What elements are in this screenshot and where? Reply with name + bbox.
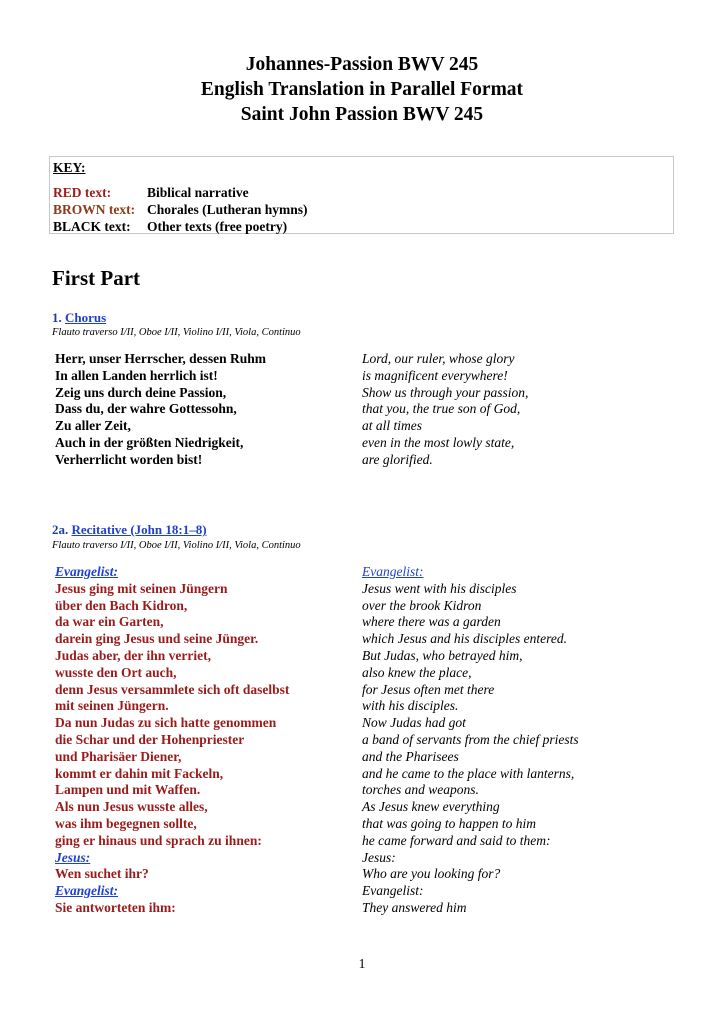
verse-line: But Judas, who betrayed him, xyxy=(362,647,523,663)
movement-2a-instruments: Flauto traverso I/II, Oboe I/II, Violino I/II, Viola, Continuo xyxy=(52,540,301,551)
color-key-box xyxy=(49,156,674,234)
movement-2a-english-text xyxy=(362,564,579,917)
verse-line: torches and weapons. xyxy=(362,782,479,798)
verse-line: As Jesus knew everything xyxy=(362,799,500,815)
key-row-red xyxy=(53,185,249,201)
movement-number: 1. xyxy=(52,310,62,325)
verse-line: Als nun Jesus wusste alles, xyxy=(55,799,208,815)
verse-line: Auch in der größten Niedrigkeit, xyxy=(55,434,244,450)
movement-1-english-text xyxy=(362,351,528,469)
verse-line: und Pharisäer Diener, xyxy=(55,748,182,764)
verse-line: die Schar und der Hohenpriester xyxy=(55,731,245,747)
page-number: 1 xyxy=(358,956,366,971)
verse-line: Jesus ging mit seinen Jüngern xyxy=(55,580,228,596)
verse-line: denn Jesus versammlete sich oft daselbst xyxy=(55,681,290,697)
key-description: Other texts (free poetry) xyxy=(147,219,288,234)
key-description: Biblical narrative xyxy=(147,185,249,200)
speaker-label[interactable]: Evangelist: xyxy=(362,564,424,579)
movement-1-link[interactable]: Chorus xyxy=(65,310,107,325)
key-heading: KEY: xyxy=(53,160,86,175)
verse-line: Verherrlicht worden bist! xyxy=(55,451,203,467)
verse-line: Jesus: xyxy=(362,849,396,865)
verse-line: Who are you looking for? xyxy=(362,866,501,882)
movement-1-german-text xyxy=(55,351,266,469)
verse-line: Herr, unser Herrscher, dessen Ruhm xyxy=(55,351,266,366)
verse-line: with his disciples. xyxy=(362,698,459,714)
verse-line: which Jesus and his disciples entered. xyxy=(362,631,567,647)
verse-line: over the brook Kidron xyxy=(362,597,482,613)
key-label: BLACK text: xyxy=(53,219,131,234)
verse-line: Wen suchet ihr? xyxy=(55,866,149,882)
verse-line: Da nun Judas zu sich hatte genommen xyxy=(55,715,277,731)
verse-line: Zeig uns durch deine Passion, xyxy=(55,384,227,400)
verse-line: are glorified. xyxy=(362,451,433,467)
verse-line: and the Pharisees xyxy=(362,748,459,764)
key-label: RED text: xyxy=(53,185,112,200)
verse-line: even in the most lowly state, xyxy=(362,434,515,450)
verse-line: darein ging Jesus und seine Jünger. xyxy=(55,631,259,647)
verse-line: Zu aller Zeit, xyxy=(55,418,131,434)
key-row-black xyxy=(53,219,287,235)
verse-line: mit seinen Jüngern. xyxy=(55,698,169,714)
verse-line: da war ein Garten, xyxy=(55,614,164,630)
verse-line: that was going to happen to him xyxy=(362,815,537,831)
speaker-label[interactable]: Evangelist: xyxy=(55,564,118,579)
speaker-label[interactable]: Evangelist: xyxy=(55,883,118,899)
verse-line: Lord, our ruler, whose glory xyxy=(362,351,515,366)
key-label: BROWN text: xyxy=(53,202,136,217)
document-title xyxy=(0,52,724,127)
verse-line: wusste den Ort auch, xyxy=(55,664,177,680)
verse-line: Show us through your passion, xyxy=(362,384,529,400)
verse-line: kommt er dahin mit Fackeln, xyxy=(55,765,224,781)
verse-line: ging er hinaus und sprach zu ihnen: xyxy=(55,832,262,848)
verse-line: and he came to the place with lanterns, xyxy=(362,765,575,781)
movement-2a-heading xyxy=(52,522,207,538)
verse-line: was ihm begegnen sollte, xyxy=(55,815,197,831)
verse-line: They answered him xyxy=(362,899,467,915)
movement-2a-link[interactable]: Recitative (John 18:1–8) xyxy=(71,522,207,537)
speaker-label[interactable]: Jesus: xyxy=(55,849,91,865)
verse-line: a band of servants from the chief priests xyxy=(362,731,579,747)
verse-line: In allen Landen herrlich ist! xyxy=(55,367,218,383)
verse-line: Lampen und mit Waffen. xyxy=(55,782,201,798)
title-line-2: English Translation in Parallel Format xyxy=(200,79,524,100)
verse-line: Jesus went with his disciples xyxy=(362,580,517,596)
verse-line: for Jesus often met there xyxy=(362,681,495,697)
part-heading: First Part xyxy=(52,266,141,290)
movement-1-heading xyxy=(52,310,106,326)
verse-line: he came forward and said to them: xyxy=(362,832,551,848)
movement-number: 2a. xyxy=(52,522,69,537)
movement-2a-german-text xyxy=(55,564,289,917)
verse-line: Evangelist: xyxy=(362,883,424,899)
verse-line: where there was a garden xyxy=(362,614,501,630)
verse-line: Judas aber, der ihn verriet, xyxy=(55,647,212,663)
key-row-brown xyxy=(53,202,308,218)
title-line-3: Saint John Passion BWV 245 xyxy=(240,104,484,125)
verse-line: über den Bach Kidron, xyxy=(55,597,188,613)
movement-1-instruments: Flauto traverso I/II, Oboe I/II, Violino I/II, Viola, Continuo xyxy=(52,327,301,338)
verse-line: that you, the true son of God, xyxy=(362,401,521,417)
verse-line: Sie antworteten ihm: xyxy=(55,899,176,915)
verse-line: Dass du, der wahre Gottessohn, xyxy=(55,401,237,417)
title-line-1: Johannes-Passion BWV 245 xyxy=(245,54,479,75)
verse-line: Now Judas had got xyxy=(362,715,466,731)
verse-line: at all times xyxy=(362,418,422,434)
key-description: Chorales (Lutheran hymns) xyxy=(147,202,308,217)
verse-line: also knew the place, xyxy=(362,664,472,680)
verse-line: is magnificent everywhere! xyxy=(362,367,508,383)
